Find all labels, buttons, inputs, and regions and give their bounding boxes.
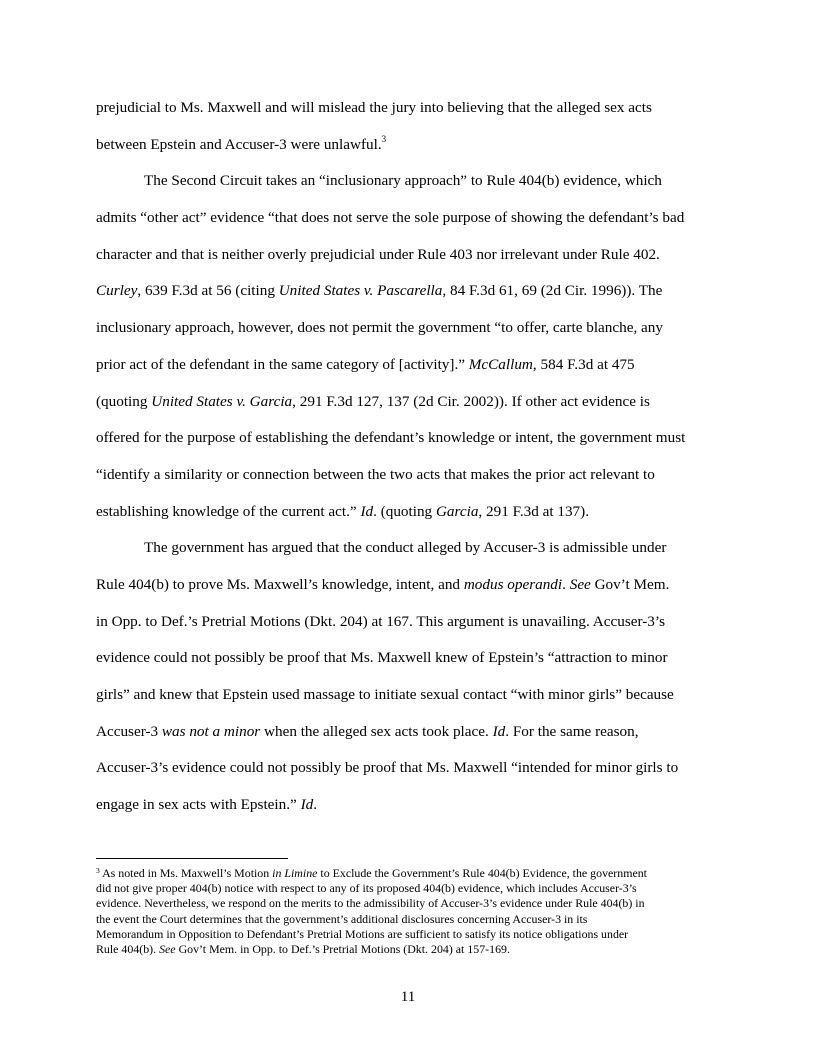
text-span: , 639 F.3d at 56 (citing: [137, 282, 279, 300]
footnote-line: [96, 866, 721, 881]
italic-term: modus operandi: [463, 575, 563, 593]
case-citation: United States v. Garcia: [151, 392, 293, 410]
page-number: 11: [400, 988, 416, 1005]
body-line: [96, 310, 721, 347]
text-span: between Epstein and Accuser-3 were unlawful.: [96, 135, 382, 153]
body-line: [96, 384, 721, 421]
footnote-reference[interactable]: 3: [381, 133, 387, 144]
text-span: Rule 404(b).: [96, 941, 160, 956]
body-line: [96, 273, 721, 310]
text-span: the event the Court determines that the government’s additional disclosures concerning Accuser-3 in its: [96, 911, 588, 926]
body-line: [96, 237, 721, 274]
case-citation: Garcia: [435, 502, 479, 520]
text-span: prior act of the defendant in the same category of [activity].”: [96, 355, 469, 373]
footnote-separator: [96, 858, 288, 859]
text-span: prejudicial to Ms. Maxwell and will mislead the jury into believing that the alleged sex acts: [96, 99, 652, 116]
body-line: [96, 127, 721, 164]
emphasis: was not a minor: [161, 722, 261, 740]
case-citation: McCallum: [468, 355, 533, 373]
text-span: Rule 404(b) to prove Ms. Maxwell’s knowledge, intent, and: [96, 575, 464, 593]
footnote-line: [96, 942, 721, 957]
text-span: admits “other act” evidence “that does not serve the sole purpose of showing the defendant’s bad: [96, 209, 685, 227]
text-span: .: [562, 575, 570, 593]
footnote-marker: 3: [96, 866, 100, 875]
text-span: . (quoting: [373, 502, 436, 520]
body-line: [96, 494, 721, 531]
text-span: Accuser-3’s evidence could not possibly be proof that Ms. Maxwell “intended for minor girls to: [96, 759, 679, 777]
case-citation: Id: [300, 796, 314, 814]
text-span: , 291 F.3d at 137).: [478, 502, 589, 520]
text-span: establishing knowledge of the current act.”: [96, 502, 361, 520]
text-span: to Exclude the Government’s Rule 404(b) Evidence, the government: [317, 866, 647, 880]
body-line: [96, 677, 721, 714]
body-line: [96, 90, 721, 127]
text-span: character and that is neither overly prejudicial under Rule 403 nor irrelevant under Rule 402.: [96, 245, 660, 263]
text-span: Accuser-3: [96, 722, 162, 740]
body-line: [96, 163, 721, 200]
text-span: . For the same reason,: [505, 722, 639, 740]
body-text: [96, 90, 721, 824]
text-span: “identify a similarity or connection between the two acts that makes the prior act relevant to: [96, 465, 655, 483]
case-citation: Id: [360, 502, 374, 520]
text-span: The Second Circuit takes an “inclusionary approach” to Rule 404(b) evidence, which: [144, 172, 662, 190]
footnote-line: [96, 912, 721, 927]
text-span: in Opp. to Def.’s Pretrial Motions (Dkt. 204) at 167. This argument is unavailing. Accuser-3’s: [96, 612, 666, 630]
text-span: (quoting: [96, 392, 152, 410]
footnote: [96, 866, 721, 957]
text-span: girls” and knew that Epstein used massage to initiate sexual contact “with minor girls” because: [96, 686, 674, 703]
signal-word: See: [159, 941, 176, 956]
text-span: engage in sex acts with Epstein.”: [96, 796, 301, 814]
case-citation: Id: [492, 722, 506, 740]
text-span: Memorandum in Opposition to Defendant’s Pretrial Motions are sufficient to satisfy its notice obligations under: [96, 926, 629, 941]
footnote-line: [96, 927, 721, 942]
text-span: The government has argued that the conduct alleged by Accuser-3 is admissible under: [144, 539, 667, 557]
text-span: when the alleged sex acts took place.: [260, 722, 493, 740]
body-line: [96, 750, 721, 787]
text-span: evidence could not possibly be proof that Ms. Maxwell knew of Epstein’s “attraction to minor: [96, 649, 668, 667]
text-span: inclusionary approach, however, does not permit the government “to offer, carte blanche, any: [96, 319, 663, 337]
body-line: [96, 787, 721, 824]
body-line: [96, 347, 721, 384]
body-line: [96, 714, 721, 751]
text-span: did not give proper 404(b) notice with respect to any of its proposed 404(b) evidence, which includes Accuser-3’s: [96, 881, 637, 896]
case-citation: Curley: [96, 282, 138, 300]
body-line: [96, 567, 721, 604]
body-line: [96, 420, 721, 457]
case-citation: United States v. Pascarella: [278, 282, 443, 300]
text-span: , 84 F.3d 61, 69 (2d Cir. 1996)). The: [442, 282, 663, 300]
text-span: .: [313, 796, 318, 814]
footnote-line: [96, 896, 721, 911]
body-line: [96, 200, 721, 237]
signal-word: See: [569, 575, 591, 593]
text-span: , 291 F.3d 127, 137 (2d Cir. 2002)). If other act evidence is: [292, 392, 650, 410]
text-span: Gov’t Mem. in Opp. to Def.’s Pretrial Motions (Dkt. 204) at 157-169.: [175, 941, 510, 956]
text-span: As noted in Ms. Maxwell’s Motion: [99, 866, 273, 880]
text-span: evidence. Nevertheless, we respond on the merits to the admissibility of Accuser-3’s evidence under Rule 404(b) in: [96, 896, 645, 911]
text-span: offered for the purpose of establishing the defendant’s knowledge or intent, the government must: [96, 429, 686, 447]
body-line: [96, 604, 721, 641]
body-line: [96, 530, 721, 567]
body-line: [96, 640, 721, 677]
body-line: [96, 457, 721, 494]
italic-term: in Limine: [272, 866, 318, 880]
text-span: Gov’t Mem.: [590, 575, 670, 593]
footnote-line: [96, 881, 721, 896]
text-span: , 584 F.3d at 475: [532, 355, 635, 373]
